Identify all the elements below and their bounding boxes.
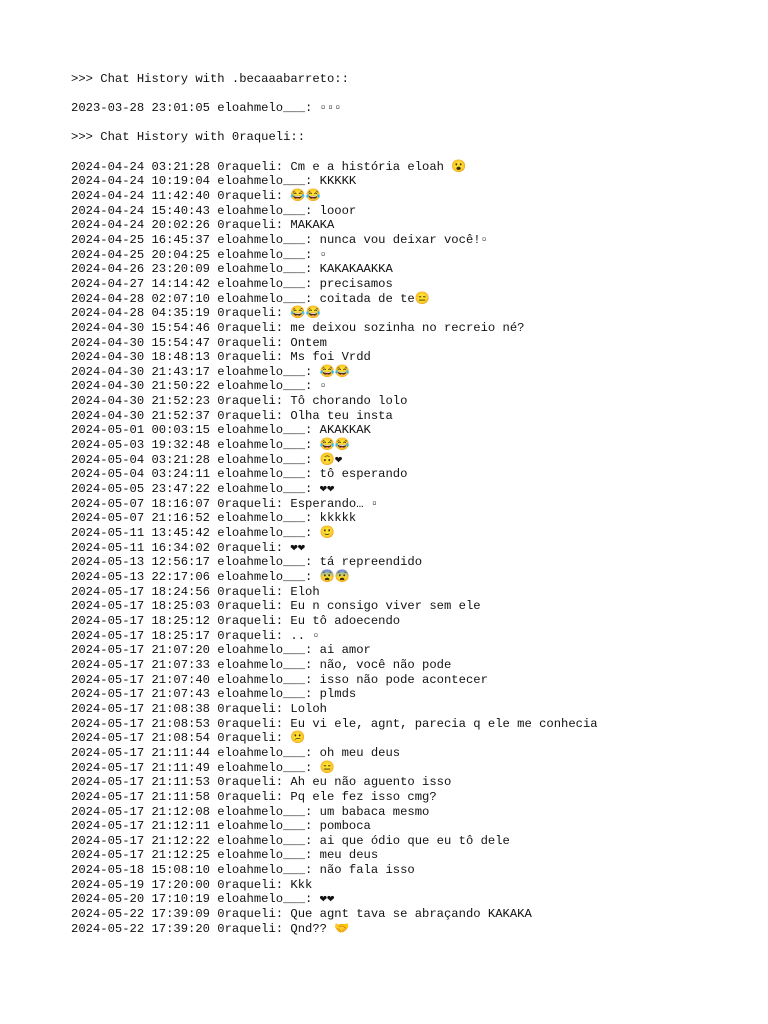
message-line: 2024-05-17 21:07:33 eloahmelo___: não, você não pode [71, 657, 452, 672]
message-line: 2024-05-17 18:24:56 0raqueli: Eloh [71, 584, 320, 599]
blank-line [71, 116, 751, 131]
message-line: 2024-05-22 17:39:20 0raqueli: Qnd?? 🤝 [71, 921, 350, 936]
message-line: 2024-04-25 16:45:37 eloahmelo___: nunca vou deixar você!▫ [71, 232, 488, 247]
message-line: 2024-05-07 21:16:52 eloahmelo___: kkkkk [71, 511, 357, 526]
message-line: 2024-05-17 18:25:17 0raqueli: .. ▫ [71, 628, 320, 643]
message-line: 2024-04-30 21:52:23 0raqueli: Tô chorando lolo [71, 394, 408, 409]
chat-history-document [71, 72, 751, 936]
message-line: 2024-05-17 18:25:12 0raqueli: Eu tô adoecendo [71, 613, 401, 628]
message-line: 2024-05-11 13:45:42 eloahmelo___: 🙂 [71, 526, 335, 541]
section-header: >>> Chat History with .becaaabarreto:: [71, 72, 349, 86]
blank-line [71, 87, 751, 102]
message-line: 2024-05-11 16:34:02 0raqueli: ❤❤ [71, 540, 306, 555]
message-line: 2024-05-05 23:47:22 eloahmelo___: ❤❤ [71, 482, 335, 497]
message-line: 2024-05-17 21:07:40 eloahmelo___: isso não pode acontecer [71, 672, 488, 687]
message-line: 2024-04-24 20:02:26 0raqueli: MAKAKA [71, 218, 335, 233]
message-line: 2024-05-22 17:39:09 0raqueli: Que agnt tava se abraçando KAKAKA [71, 907, 532, 922]
message-line: 2024-04-25 20:04:25 eloahmelo___: ▫ [71, 247, 327, 262]
message-line: 2024-05-13 12:56:17 eloahmelo___: tá repreendido [71, 555, 423, 570]
message-line: 2024-05-17 21:11:49 eloahmelo___: 😑 [71, 760, 335, 775]
message-line: 2024-05-20 17:10:19 eloahmelo___: ❤❤ [71, 892, 335, 907]
message-line: 2023-03-28 23:01:05 eloahmelo___: ▫▫▫ [71, 101, 342, 116]
message-line: 2024-05-17 21:11:44 eloahmelo___: oh meu deus [71, 745, 401, 760]
message-line: 2024-05-17 21:07:20 eloahmelo___: ai amor [71, 643, 371, 658]
message-line: 2024-05-17 21:11:53 0raqueli: Ah eu não aguento isso [71, 775, 452, 790]
message-line: 2024-04-30 21:43:17 eloahmelo___: 😂😂 [71, 364, 351, 379]
blank-line [71, 145, 751, 160]
message-line: 2024-05-17 21:12:22 eloahmelo___: ai que ódio que eu tô dele [71, 833, 510, 848]
message-line: 2024-04-28 04:35:19 0raqueli: 😂😂 [71, 306, 321, 321]
message-line: 2024-05-01 00:03:15 eloahmelo___: AKAKKAK [71, 423, 371, 438]
message-line: 2024-05-17 21:07:43 eloahmelo___: plmds [71, 687, 357, 702]
message-line: 2024-04-24 03:21:28 0raqueli: Cm e a história eloah 😮 [71, 159, 467, 174]
message-line: 2024-04-24 10:19:04 eloahmelo___: KKKKK [71, 174, 357, 189]
message-line: 2024-05-07 18:16:07 0raqueli: Esperando… ▫ [71, 496, 379, 511]
message-line: 2024-04-26 23:20:09 eloahmelo___: KAKAKAAKKA [71, 262, 393, 277]
message-line: 2024-04-28 02:07:10 eloahmelo___: coitada de te😑 [71, 291, 430, 306]
message-line: 2024-05-17 21:11:58 0raqueli: Pq ele fez isso cmg? [71, 789, 437, 804]
message-list [71, 160, 751, 937]
message-line: 2024-04-30 15:54:46 0raqueli: me deixou sozinha no recreio né? [71, 320, 525, 335]
message-line: 2024-04-30 18:48:13 0raqueli: Ms foi Vrdd [71, 350, 371, 365]
message-line: 2024-05-13 22:17:06 eloahmelo___: 😨😨 [71, 570, 351, 584]
message-line: 2024-05-17 21:12:08 eloahmelo___: um babaca mesmo [71, 804, 430, 819]
message-line: 2024-05-17 21:08:54 0raqueli: 😕 [71, 731, 306, 746]
message-line: 2024-04-24 11:42:40 0raqueli: 😂😂 [71, 188, 321, 203]
message-line: 2024-05-18 15:08:10 eloahmelo___: não fala isso [71, 863, 415, 878]
message-line: 2024-04-30 15:54:47 0raqueli: Ontem [71, 335, 327, 350]
message-line: 2024-05-17 21:08:38 0raqueli: Loloh [71, 701, 327, 716]
message-line: 2024-05-17 18:25:03 0raqueli: Eu n consigo viver sem ele [71, 599, 481, 614]
message-line: 2024-04-27 14:14:42 eloahmelo___: precisamos [71, 276, 393, 291]
message-line: 2024-05-03 19:32:48 eloahmelo___: 😂😂 [71, 438, 351, 453]
section-header: >>> Chat History with 0raqueli:: [71, 130, 306, 145]
message-line: 2024-04-30 21:52:37 0raqueli: Olha teu insta [71, 408, 393, 423]
message-line: 2024-05-04 03:21:28 eloahmelo___: 🙃❤ [71, 452, 343, 467]
message-line: 2024-05-17 21:08:53 0raqueli: Eu vi ele, agnt, parecia q ele me conhecia [71, 716, 598, 731]
message-line: 2024-05-17 21:12:25 eloahmelo___: meu deus [71, 848, 379, 863]
message-line: 2024-04-30 21:50:22 eloahmelo___: ▫ [71, 379, 327, 394]
message-line: 2024-05-04 03:24:11 eloahmelo___: tô esperando [71, 467, 408, 482]
message-line: 2024-05-17 21:12:11 eloahmelo___: pomboca [71, 819, 371, 834]
message-line: 2024-05-19 17:20:00 0raqueli: Kkk [71, 877, 313, 892]
message-line: 2024-04-24 15:40:43 eloahmelo___: looor [71, 203, 357, 218]
